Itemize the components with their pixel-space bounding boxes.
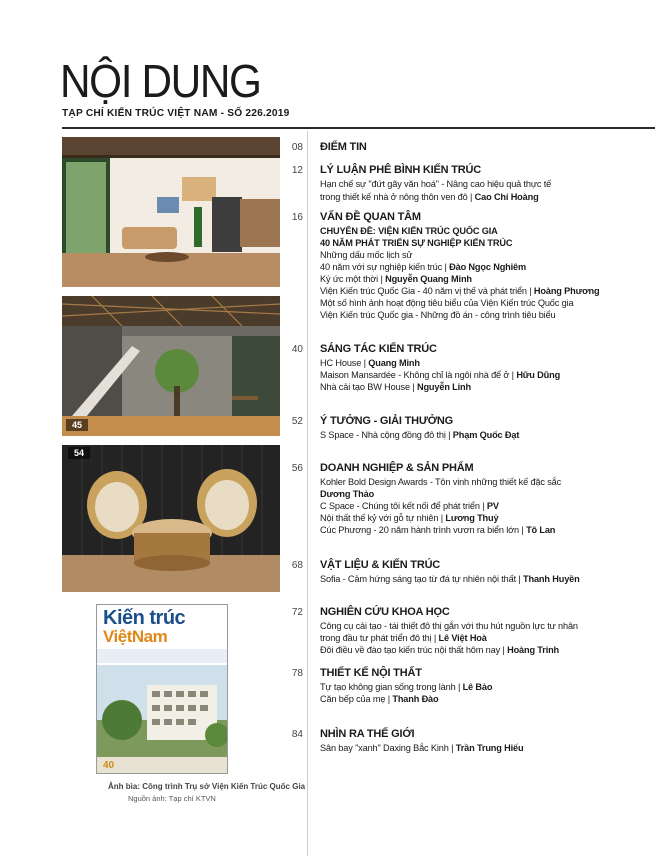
photo-stone-courtyard: [62, 296, 280, 436]
toc-author: Cao Chí Hoàng: [474, 192, 539, 202]
photo-page-badge: 54: [68, 447, 90, 459]
toc-author: Nguyễn Quang Minh: [385, 274, 472, 284]
toc-page-number: 16: [291, 212, 303, 223]
toc-author: Quang Minh: [368, 358, 420, 368]
toc-page-number: 84: [291, 729, 303, 740]
toc-author: Lê Bảo: [462, 682, 493, 692]
toc-entry[interactable]: Cúc Phương - 20 năm hành trình vươn ra biển lớn | Tô Lan: [320, 525, 556, 535]
toc-entry[interactable]: trong thiết kế nhà ở nông thôn ven đô | Cao Chí Hoàng: [320, 192, 539, 202]
header-rule: [62, 127, 655, 129]
photo-interior-living-room: [62, 137, 280, 287]
toc-author: Trần Trung Hiếu: [455, 743, 524, 753]
toc-entry[interactable]: Căn bếp của mẹ | Thanh Đào: [320, 694, 439, 704]
toc-entry[interactable]: Kohler Bold Design Awards - Tôn vinh những thiết kế đặc sắc: [320, 477, 562, 487]
toc-entry[interactable]: Sofia - Cảm hứng sáng tạo từ đá tự nhiên nội thất | Thanh Huyền: [320, 574, 580, 584]
column-divider: [307, 131, 308, 856]
toc-author: Hoàng Phương: [533, 286, 600, 296]
toc-author: Hoàng Trinh: [507, 645, 560, 655]
toc-author: Nguyễn Linh: [416, 382, 471, 392]
toc-author: Thanh Huyền: [523, 574, 580, 584]
toc-entry[interactable]: Những dấu mốc lịch sử: [320, 250, 413, 260]
toc-entry[interactable]: Maison Mansardée - Không chỉ là ngôi nhà để ở | Hữu Dũng: [320, 370, 561, 380]
toc-entry[interactable]: 40 NĂM PHÁT TRIỂN SỰ NGHIỆP KIẾN TRÚC: [320, 238, 513, 248]
toc-section-title[interactable]: Ý TƯỞNG - GIẢI THƯỞNG: [320, 415, 454, 427]
toc-author: Đào Ngọc Nghiêm: [449, 262, 526, 272]
photo-rattan-furniture: [62, 445, 280, 592]
toc-section-title[interactable]: VẤN ĐỀ QUAN TÂM: [320, 211, 421, 223]
toc-entry[interactable]: C Space - Chúng tôi kết nối để phát triển | PV: [320, 501, 499, 511]
toc-entry[interactable]: Hạn chế sự "đứt gãy văn hoá" - Nâng cao hiệu quả thực tế: [320, 179, 552, 189]
toc-section-title[interactable]: SÁNG TÁC KIẾN TRÚC: [320, 343, 437, 355]
toc-section-title[interactable]: NGHIÊN CỨU KHOA HỌC: [320, 606, 450, 618]
toc-entry[interactable]: Công cụ cải tạo - tái thiết đô thị gắn với thu hút nguồn lực tư nhân: [320, 621, 578, 631]
toc-author: Lê Việt Hoà: [438, 633, 487, 643]
toc-author: Hữu Dũng: [516, 370, 561, 380]
toc-page-number: 56: [291, 463, 303, 474]
magazine-cover: [96, 604, 228, 774]
toc-entry[interactable]: Ký ức một thời | Nguyễn Quang Minh: [320, 274, 472, 284]
toc-section-title[interactable]: ĐIỂM TIN: [320, 141, 367, 153]
toc-section-title[interactable]: DOANH NGHIỆP & SẢN PHẨM: [320, 462, 474, 474]
toc-entry[interactable]: HC House | Quang Minh: [320, 358, 420, 368]
cover-building-photo: [97, 665, 227, 773]
photo-page-badge: 45: [66, 419, 88, 431]
toc-page-number: 52: [291, 416, 303, 427]
toc-entry[interactable]: Viện Kiến trúc Quốc Gia - 40 năm vị thế và phát triển | Hoàng Phương: [320, 286, 600, 296]
cover-logo-top: Kiến trúc: [103, 607, 186, 629]
toc-entry[interactable]: Đôi điều về đào tạo kiến trúc nội thất hôm nay | Hoàng Trinh: [320, 645, 560, 655]
toc-author: PV: [486, 501, 499, 511]
toc-entry[interactable]: Nội thất thế kỷ với gỗ tự nhiên | Lương Thuỷ: [320, 513, 499, 523]
toc-author: Dương Thảo: [320, 489, 375, 499]
toc-entry[interactable]: S Space - Nhà cộng đồng đô thị | Phạm Quốc Đạt: [320, 430, 520, 440]
toc-author: Lương Thuỷ: [445, 513, 499, 523]
toc-author: Phạm Quốc Đạt: [452, 430, 520, 440]
cover-logo-bottom: ViệtNam: [103, 627, 168, 646]
toc-page-number: 78: [291, 668, 303, 679]
toc-entry[interactable]: Viện Kiến trúc Quốc gia - Những đồ án - công trình tiêu biểu: [320, 310, 556, 320]
toc-section-title[interactable]: LÝ LUẬN PHÊ BÌNH KIẾN TRÚC: [320, 164, 482, 176]
toc-page-number: 12: [291, 165, 303, 176]
toc-entry[interactable]: Tự tạo không gian sống trong lành | Lê Bảo: [320, 682, 493, 692]
toc-page-number: 40: [291, 344, 303, 355]
toc-entry[interactable]: 40 năm với sự nghiệp kiến trúc | Đào Ngọc Nghiêm: [320, 262, 526, 272]
toc-author: Thanh Đào: [392, 694, 439, 704]
cover-masthead-bar: [97, 649, 227, 663]
cover-credit: Nguồn ảnh: Tạp chí KTVN: [128, 794, 216, 803]
toc-section-title[interactable]: THIẾT KẾ NỘI THẤT: [320, 667, 422, 679]
toc-page-number: 08: [291, 142, 303, 153]
cover-caption: Ảnh bìa: Công trình Trụ sở Viện Kiến Trúc Quốc Gia: [108, 782, 306, 791]
toc-page-number: 72: [291, 607, 303, 618]
toc-entry[interactable]: Sân bay "xanh" Daxing Bắc Kinh | Trần Trung Hiếu: [320, 743, 524, 753]
toc-entry[interactable]: CHUYÊN ĐỀ: VIỆN KIẾN TRÚC QUỐC GIA: [320, 226, 498, 236]
toc-section-title[interactable]: NHÌN RA THẾ GIỚI: [320, 728, 415, 740]
toc-entry[interactable]: Nhà cải tạo BW House | Nguyễn Linh: [320, 382, 471, 392]
toc-entry[interactable]: Một số hình ảnh hoạt động tiêu biểu của Viện Kiến trúc Quốc gia: [320, 298, 574, 308]
svg-text:40: 40: [103, 760, 115, 771]
toc-entry[interactable]: trong đầu tư phát triển đô thị | Lê Việt Hoà: [320, 633, 487, 643]
page-subtitle: TẠP CHÍ KIẾN TRÚC VIỆT NAM - SỐ 226.2019: [62, 108, 290, 119]
page-title: NỘI DUNG: [60, 55, 261, 107]
toc-section-title[interactable]: VẬT LIỆU & KIẾN TRÚC: [320, 559, 441, 571]
toc-page-number: 68: [291, 560, 303, 571]
toc-author: Tô Lan: [526, 525, 556, 535]
